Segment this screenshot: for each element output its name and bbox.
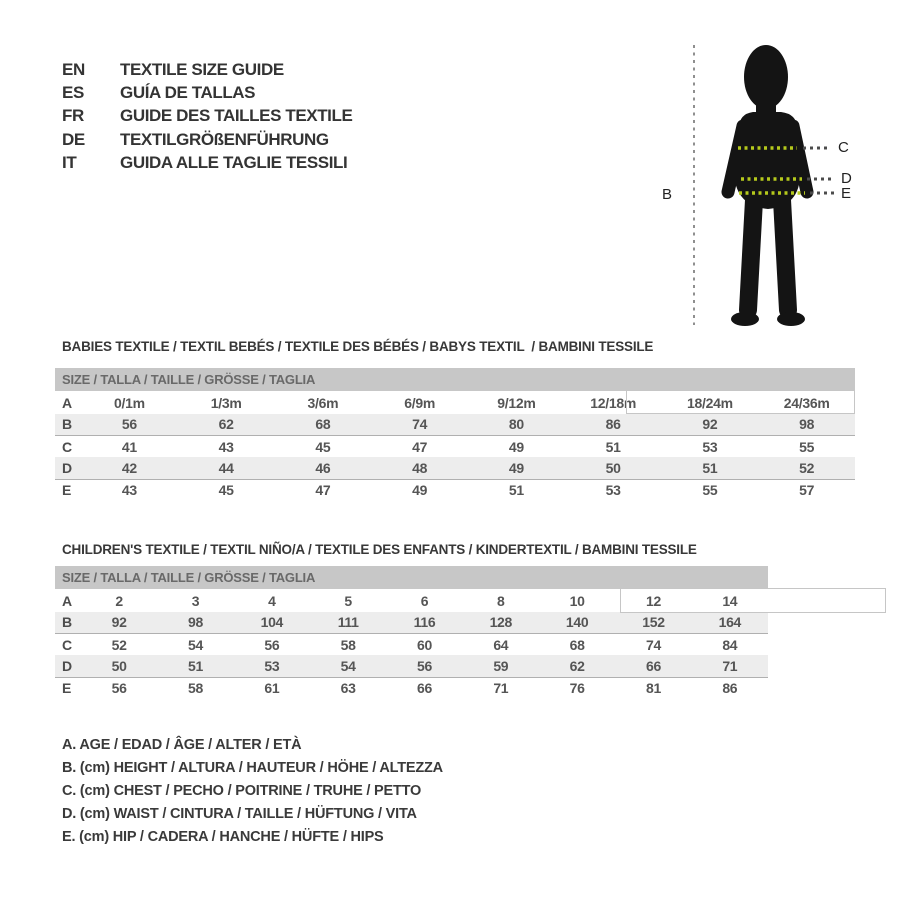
language-row-de — [62, 128, 352, 151]
size-cell: 45 — [218, 482, 234, 499]
size-cell: 49 — [508, 438, 524, 455]
size-cell: 1/3m — [210, 394, 242, 411]
size-cell: 57 — [799, 482, 815, 499]
size-cell: 66 — [615, 655, 691, 677]
size-cell: 86 — [722, 680, 738, 697]
size-cell: 104 — [234, 612, 310, 634]
size-cell: 8 — [497, 592, 505, 609]
size-cell: 152 — [615, 612, 691, 634]
size-cell: 24/36m — [783, 394, 830, 411]
size-cell: 164 — [692, 612, 768, 634]
size-cell: 41 — [121, 438, 137, 455]
size-cell: 53 — [605, 482, 621, 499]
size-cell: 62 — [178, 414, 275, 436]
size-cell: 43 — [218, 438, 234, 455]
size-cell: 12 — [645, 592, 661, 609]
row-label: C — [62, 438, 72, 455]
size-cell: 6 — [420, 592, 429, 609]
size-cell: 98 — [157, 612, 233, 634]
language-code: DE — [62, 129, 85, 149]
size-cell: 80 — [468, 414, 565, 436]
size-cell: 86 — [565, 414, 662, 436]
table-row — [55, 436, 855, 458]
size-cell: 92 — [81, 612, 157, 634]
size-cell: 52 — [758, 457, 855, 479]
row-label: D — [55, 655, 81, 677]
table-row — [55, 655, 768, 677]
size-cell: 59 — [463, 655, 539, 677]
language-row-it — [62, 151, 352, 174]
size-cell: 0/1m — [114, 394, 145, 411]
size-cell: 63 — [340, 680, 356, 697]
language-title: GUIDE DES TAILLES TEXTILE — [120, 106, 353, 126]
size-cell: 53 — [234, 655, 310, 677]
size-cell: 68 — [569, 636, 585, 653]
size-cell: 54 — [310, 655, 386, 677]
legend-item-waist: D. (cm) WAIST / CINTURA / TAILLE / HÜFTUNG / VITA — [62, 806, 417, 823]
size-cell: 50 — [81, 655, 157, 677]
size-cell: 66 — [416, 680, 432, 697]
size-cell: 42 — [81, 457, 178, 479]
size-cell: 12/18m — [590, 394, 636, 411]
size-cell: 14 — [722, 592, 738, 609]
children-age-highlight-box — [620, 588, 886, 613]
size-cell: 3 — [191, 592, 200, 609]
size-cell: 56 — [81, 414, 178, 436]
size-cell: 49 — [468, 457, 565, 479]
size-cell: 62 — [539, 655, 615, 677]
size-cell: 128 — [463, 612, 539, 634]
size-cell: 4 — [268, 592, 276, 609]
row-label: B — [55, 612, 81, 634]
size-cell: 43 — [121, 482, 137, 499]
hip-measure-label: E — [841, 185, 851, 202]
legend-item-age: A. AGE / EDAD / ÂGE / ALTER / ETÀ — [62, 736, 302, 753]
language-title: GUIDA ALLE TAGLIE TESSILI — [120, 152, 348, 172]
language-code: ES — [62, 82, 84, 102]
language-row-es — [62, 81, 352, 104]
size-cell: 64 — [493, 636, 509, 653]
size-cell: 51 — [605, 438, 621, 455]
language-title: GUÍA DE TALLAS — [120, 82, 256, 102]
row-label: A — [62, 592, 72, 609]
size-cell: 55 — [799, 438, 815, 455]
measurement-diagram — [655, 32, 885, 342]
size-cell: 81 — [645, 680, 661, 697]
row-label: A — [62, 394, 72, 411]
size-cell: 56 — [386, 655, 462, 677]
language-code: FR — [62, 106, 84, 126]
size-cell: 44 — [178, 457, 275, 479]
row-label: C — [62, 636, 72, 653]
size-cell: 50 — [565, 457, 662, 479]
babies-size-header-bar: SIZE / TALLA / TAILLE / GRÖSSE / TAGLIA — [55, 368, 855, 391]
size-cell: 61 — [264, 680, 280, 697]
size-cell: 9/12m — [497, 394, 536, 411]
language-code: IT — [62, 152, 77, 172]
size-cell: 10 — [569, 592, 585, 609]
size-cell: 18/24m — [687, 394, 733, 411]
row-label: E — [62, 482, 72, 499]
row-label: B — [55, 414, 81, 436]
size-cell: 74 — [371, 414, 468, 436]
legend-item-chest: C. (cm) CHEST / PECHO / POITRINE / TRUHE / PETTO — [62, 782, 422, 799]
size-cell: 46 — [275, 457, 372, 479]
size-cell: 45 — [315, 438, 331, 455]
size-cell: 84 — [722, 636, 738, 653]
size-cell: 60 — [416, 636, 432, 653]
language-title: TEXTILGRÖßENFÜHRUNG — [120, 129, 329, 149]
size-cell: 71 — [493, 680, 509, 697]
size-cell: 76 — [569, 680, 585, 697]
table-row — [55, 479, 855, 501]
size-cell: 51 — [157, 655, 233, 677]
size-cell: 47 — [315, 482, 331, 499]
size-cell: 58 — [340, 636, 356, 653]
chest-measure-label: C — [838, 139, 849, 156]
size-cell: 58 — [188, 680, 203, 697]
size-cell: 56 — [111, 680, 127, 697]
children-section-heading: CHILDREN'S TEXTILE / TEXTIL NIÑO/A / TEXTILE DES ENFANTS / KINDERTEXTIL / BAMBINI TESSILE — [62, 542, 697, 557]
size-cell: 5 — [344, 592, 352, 609]
language-title: TEXTILE SIZE GUIDE — [120, 59, 284, 79]
size-cell: 116 — [386, 612, 462, 634]
size-cell: 98 — [758, 414, 855, 436]
table-row — [55, 414, 855, 436]
size-cell: 3/6m — [307, 394, 339, 411]
size-cell: 2 — [115, 592, 123, 609]
size-cell: 54 — [188, 636, 203, 653]
waist-measure-label: D — [841, 170, 852, 187]
size-cell: 47 — [412, 438, 428, 455]
legend-item-height: B. (cm) HEIGHT / ALTURA / HAUTEUR / HÖHE / ALTEZZA — [62, 759, 443, 776]
size-cell: 56 — [264, 636, 280, 653]
language-row-en — [62, 58, 352, 81]
size-cell: 111 — [310, 612, 386, 634]
row-label: E — [62, 680, 72, 697]
height-measure-label: B — [662, 186, 672, 203]
language-code: EN — [62, 59, 85, 79]
legend-item-hip: E. (cm) HIP / CADERA / HANCHE / HÜFTE / HIPS — [62, 829, 384, 846]
size-cell: 48 — [371, 457, 468, 479]
row-label: D — [55, 457, 81, 479]
table-row — [55, 677, 768, 699]
measurement-legend — [62, 733, 443, 849]
size-cell: 74 — [645, 636, 661, 653]
size-cell: 68 — [275, 414, 372, 436]
size-cell: 71 — [692, 655, 768, 677]
size-cell: 51 — [662, 457, 759, 479]
size-cell: 51 — [508, 482, 524, 499]
table-row — [55, 612, 768, 634]
children-size-header-bar: SIZE / TALLA / TAILLE / GRÖSSE / TAGLIA — [55, 566, 768, 589]
babies-section-heading: BABIES TEXTILE / TEXTIL BEBÉS / TEXTILE DES BÉBÉS / BABYS TEXTIL / BAMBINI TESSILE — [62, 339, 654, 354]
babies-age-highlight-box — [626, 390, 855, 414]
size-cell: 53 — [702, 438, 718, 455]
size-cell: 92 — [662, 414, 759, 436]
size-cell: 55 — [702, 482, 718, 499]
language-list — [62, 58, 352, 174]
size-cell: 49 — [412, 482, 428, 499]
size-cell: 140 — [539, 612, 615, 634]
size-cell: 52 — [111, 636, 127, 653]
table-row — [55, 457, 855, 479]
size-cell: 6/9m — [404, 394, 435, 411]
table-row — [55, 634, 768, 656]
language-row-fr — [62, 105, 352, 128]
